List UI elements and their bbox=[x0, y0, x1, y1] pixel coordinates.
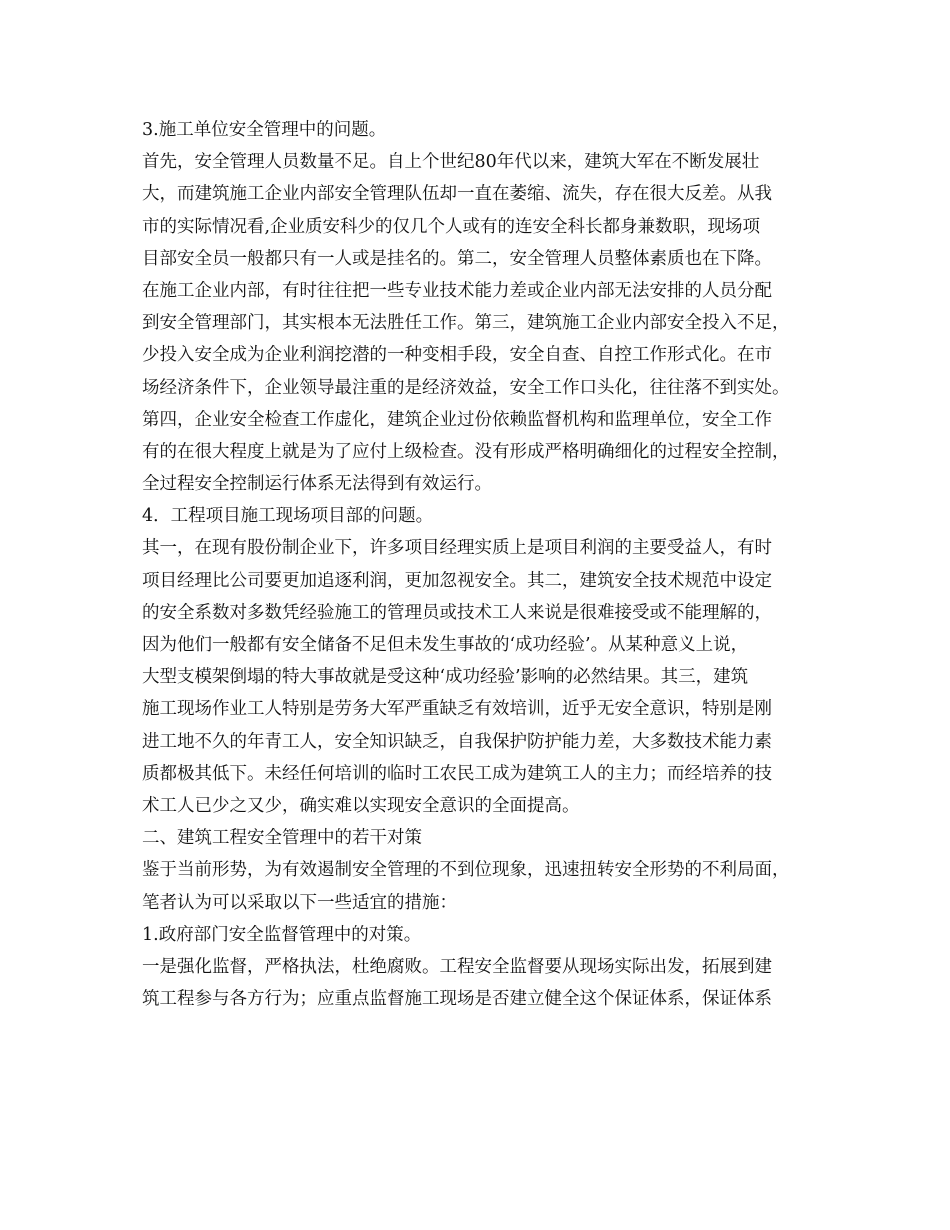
text-line: 在施工企业内部，有时往往把一些专业技术能力差或企业内部无法安排的人员分配 bbox=[142, 280, 772, 301]
text-line: 的安全系数对多数凭经验施工的管理员或技术工人来说是很难接受或不能理解的， bbox=[142, 602, 772, 623]
text-line: 大型支模架倒塌的特大事故就是受这种‘成功经验’影响的必然结果。其三，建筑 bbox=[142, 667, 749, 688]
section-heading: 4．工程项目施工现场项目部的问题。 bbox=[142, 506, 434, 527]
text-line: 场经济条件下，企业领导最注重的是经济效益，安全工作口头化，往往落不到实处。 bbox=[142, 377, 790, 398]
text-line: 市的实际情况看,企业质安科少的仅几个人或有的连安全科长都身兼数职，现场项 bbox=[142, 216, 761, 237]
section-heading: 1.政府部门安全监督管理中的对策。 bbox=[142, 924, 422, 945]
text-line: 大，而建筑施工企业内部安全管理队伍却一直在萎缩、流失，存在很大反差。从我 bbox=[142, 184, 772, 205]
text-line: 少投入安全成为企业利润挖潜的一种变相手段，安全自查、自控工作形式化。在市 bbox=[142, 345, 772, 366]
text-line: 进工地不久的年青工人，安全知识缺乏，自我保护防护能力差，大多数技术能力素 bbox=[142, 731, 772, 752]
text-line: 鉴于当前形势，为有效遏制安全管理的不到位现象，迅速扭转安全形势的不利局面， bbox=[142, 860, 790, 881]
text-line: 全过程安全控制运行体系无法得到有效运行。 bbox=[142, 474, 492, 495]
text-line: 到安全管理部门，其实根本无法胜任工作。第三，建筑施工企业内部安全投入不足， bbox=[142, 313, 790, 334]
text-line: 第四，企业安全检查工作虚化，建筑企业过份依赖监督机构和监理单位，安全工作 bbox=[142, 409, 772, 430]
text-line: 首先，安全管理人员数量不足。自上个世纪80年代以来，建筑大军在不断发展壮 bbox=[142, 152, 760, 173]
text-line: 质都极其低下。未经任何培训的临时工农民工成为建筑工人的主力；而经培养的技 bbox=[142, 763, 772, 784]
text-line: 有的在很大程度上就是为了应付上级检查。没有形成严格明确细化的过程安全控制， bbox=[142, 441, 790, 462]
text-line: 其一，在现有股份制企业下，许多项目经理实质上是项目利润的主要受益人，有时 bbox=[142, 538, 772, 559]
text-line: 目部安全员一般都只有一人或是挂名的。第二，安全管理人员整体素质也在下降。 bbox=[142, 248, 772, 269]
text-line: 一是强化监督，严格执法，杜绝腐败。工程安全监督要从现场实际出发，拓展到建 bbox=[142, 956, 772, 977]
text-line: 筑工程参与各方行为；应重点监督施工现场是否建立健全这个保证体系，保证体系 bbox=[142, 989, 772, 1010]
text-line: 项目经理比公司要更加追逐利润，更加忽视安全。其二，建筑安全技术规范中设定 bbox=[142, 570, 772, 591]
text-line: 笔者认为可以采取以下一些适宜的措施： bbox=[142, 892, 457, 913]
text-line: 施工现场作业工人特别是劳务大军严重缺乏有效培训，近乎无安全意识，特别是刚 bbox=[142, 699, 772, 720]
text-line: 因为他们一般都有安全储备不足但未发生事故的‘成功经验’。从某种意义上说， bbox=[142, 635, 749, 655]
document-body bbox=[142, 114, 810, 1015]
text-line: 术工人已少之又少，确实难以实现安全意识的全面提高。 bbox=[142, 795, 580, 816]
section-heading: 二、建筑工程安全管理中的若干对策 bbox=[142, 828, 422, 849]
section-heading: 3.施工单位安全管理中的问题。 bbox=[142, 120, 387, 140]
